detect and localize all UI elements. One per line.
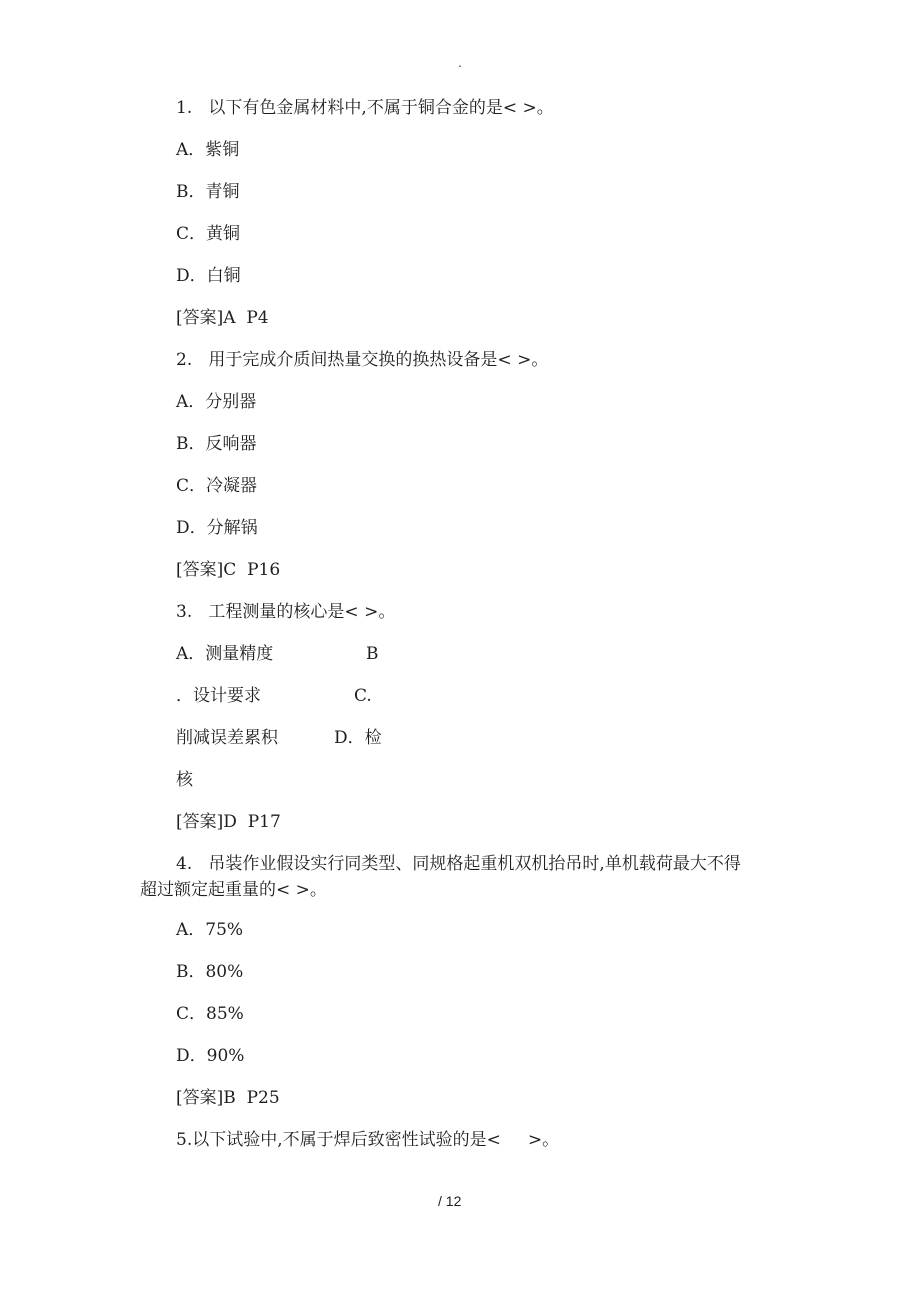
header-dot: .: [458, 56, 462, 70]
question-4-stem-line-1: 4. 吊装作业假设实行同类型、同规格起重机双机抬吊时,单机载荷最大不得: [176, 854, 741, 874]
question-2-stem: 2. 用于完成介质间热量交换的换热设备是< >。: [176, 350, 549, 370]
question-3-line-2-right: C.: [354, 686, 372, 706]
question-2-answer: [答案]C P16: [176, 560, 281, 580]
question-4-stem-line-2: 超过额定起重量的< >。: [140, 880, 327, 900]
page-number: / 12: [438, 1193, 462, 1209]
question-1-option-c: C．黄铜: [176, 224, 241, 244]
question-4-option-b: B．80%: [176, 962, 244, 982]
question-5-stem: 5.以下试验中,不属于焊后致密性试验的是< >。: [176, 1130, 560, 1150]
question-3-line-1-right: B: [366, 644, 379, 664]
question-3-answer: [答案]D P17: [176, 812, 281, 832]
question-2-option-c: C．冷凝器: [176, 476, 258, 496]
question-3-line-2-left: ．设计要求: [176, 686, 261, 706]
question-1-option-b: B．青铜: [176, 182, 240, 202]
question-1-option-a: A．紫铜: [176, 140, 240, 160]
question-1-option-d: D．白铜: [176, 266, 241, 286]
question-3-stem: 3. 工程测量的核心是< >。: [176, 602, 396, 622]
question-3-line-3-left: 削减误差累积: [176, 728, 278, 748]
question-1-stem: 1. 以下有色金属材料中,不属于铜合金的是< >。: [176, 98, 554, 118]
question-4-answer: [答案]B P25: [176, 1088, 280, 1108]
question-3-line-1-left: A．测量精度: [176, 644, 274, 664]
question-2-option-d: D．分解锅: [176, 518, 258, 538]
question-4-option-d: D．90%: [176, 1046, 245, 1066]
question-2-option-a: A．分别器: [176, 392, 257, 412]
question-1-answer: [答案]A P4: [176, 308, 269, 328]
question-3-line-3-right: D．检: [334, 728, 382, 748]
question-2-option-b: B．反响器: [176, 434, 257, 454]
question-4-option-a: A．75%: [176, 920, 244, 940]
question-4-option-c: C．85%: [176, 1004, 244, 1024]
question-3-line-4: 核: [176, 770, 193, 790]
